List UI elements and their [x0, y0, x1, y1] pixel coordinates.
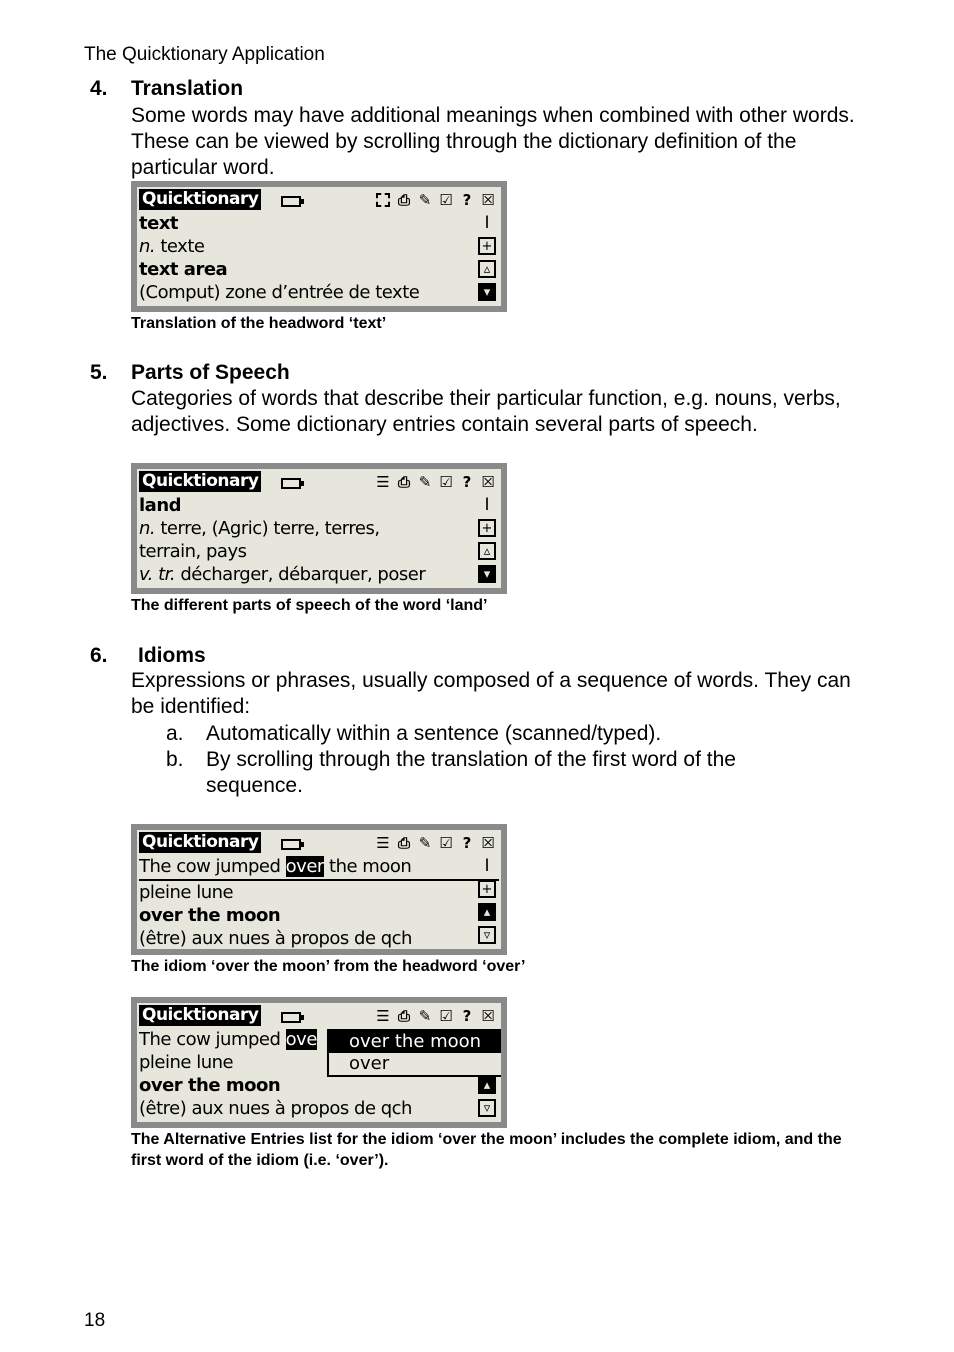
device-screenshot-alternative-entries — [131, 997, 507, 1128]
list-icon: ☰ — [376, 472, 390, 491]
scroll-down-icon: ▿ — [478, 926, 496, 944]
close-icon: ☒ — [481, 472, 495, 491]
figure-caption: The different parts of speech of the word ‘land’ — [131, 597, 488, 614]
definition-line: n. terre, (Agric) terre, terres, — [139, 518, 380, 539]
definition-line: n. texte — [139, 236, 205, 257]
highlighted-word: over — [285, 856, 324, 877]
dictionary-icon: ⎙ — [397, 190, 410, 209]
highlighted-word: ove — [285, 1029, 317, 1050]
section-body: Expressions or phrases, usually composed of a sequence of words. They can be identified: — [131, 669, 851, 718]
help-icon: ? — [462, 1006, 472, 1025]
scanned-sentence: The cow jumped over the moon — [139, 855, 499, 881]
plus-icon: + — [478, 880, 496, 898]
help-icon: ? — [462, 833, 472, 852]
battery-icon — [281, 196, 301, 207]
scroll-up-icon: ▴ — [478, 903, 496, 921]
text-cursor-icon: I — [484, 213, 490, 233]
scroll-down-icon: ▿ — [478, 1099, 496, 1117]
app-title: Quicktionary — [139, 471, 261, 492]
text-cursor-icon: I — [484, 495, 490, 515]
definition-line: (Comput) zone d’entrée de texte — [139, 282, 420, 303]
scroll-up-icon: ▴ — [478, 1076, 496, 1094]
list-icon: ☰ — [376, 833, 390, 852]
check-icon: ☑ — [439, 1006, 453, 1025]
definition-line: (être) aux nues à propos de qch — [139, 928, 412, 949]
help-icon: ? — [462, 190, 472, 209]
alternative-entry-item[interactable]: over — [349, 1053, 390, 1074]
dictionary-icon: ⎙ — [397, 1006, 410, 1025]
definition-line: terrain, pays — [139, 541, 247, 562]
check-icon: ☑ — [439, 833, 453, 852]
pencil-icon: ✎ — [418, 1006, 432, 1025]
device-screenshot-parts-of-speech — [131, 463, 507, 594]
list-icon: ☰ — [376, 1006, 390, 1025]
figure-caption: The Alternative Entries list for the idiom ‘over the moon’ includes the complete idiom, and the first word of the idiom (i.e. ‘over’). — [131, 1131, 842, 1169]
device-screenshot-translation — [131, 181, 507, 312]
definition-line: pleine lune — [139, 1052, 234, 1073]
scroll-down-icon: ▾ — [478, 565, 496, 583]
section-number: 4. — [90, 77, 108, 100]
section-body: Categories of words that describe their particular function, e.g. nouns, verbs, adjectives. Some dictionary entries contain several parts of speech. — [131, 387, 841, 436]
section-title: Translation — [131, 77, 244, 100]
check-icon: ☑ — [439, 472, 453, 491]
section-title: Idioms — [138, 644, 206, 667]
figure-caption: The idiom ‘over the moon’ from the headword ‘over’ — [131, 958, 526, 975]
list-marker: b. — [166, 748, 184, 771]
pencil-icon: ✎ — [418, 472, 432, 491]
scroll-up-icon: ▵ — [478, 260, 496, 278]
page-header: The Quicktionary Application — [84, 44, 325, 65]
dictionary-icon: ⎙ — [397, 833, 410, 852]
check-icon: ☑ — [439, 190, 453, 209]
compound-headword: text area — [139, 259, 228, 280]
definition-line: pleine lune — [139, 882, 234, 903]
section-title: Parts of Speech — [131, 361, 290, 384]
list-marker: a. — [166, 722, 184, 745]
alternative-entry-item[interactable]: over the moon — [329, 1031, 501, 1053]
device-screenshot-idiom — [131, 824, 507, 955]
battery-icon — [281, 1012, 301, 1023]
battery-icon — [281, 478, 301, 489]
section-body: Some words may have additional meanings when combined with other words. These can be viewed by scrolling through the dictionary definition of the particular word. — [131, 104, 855, 179]
section-number: 5. — [90, 361, 108, 384]
page-number: 18 — [84, 1310, 106, 1331]
plus-icon: + — [478, 519, 496, 537]
close-icon: ☒ — [481, 190, 495, 209]
section-number: 6. — [90, 644, 108, 667]
close-icon: ☒ — [481, 1006, 495, 1025]
app-title: Quicktionary — [139, 189, 261, 210]
dictionary-icon: ⎙ — [397, 472, 410, 491]
idiom-headword: over the moon — [139, 905, 281, 926]
definition-line: v. tr. décharger, débarquer, poser — [139, 564, 426, 585]
idiom-headword: over the moon — [139, 1075, 281, 1096]
headword: land — [139, 495, 182, 516]
text-cursor-icon: I — [484, 856, 490, 876]
close-icon: ☒ — [481, 833, 495, 852]
scanned-sentence: The cow jumped ove — [139, 1029, 317, 1050]
pencil-icon: ✎ — [418, 190, 432, 209]
alternative-entries-list[interactable] — [327, 1029, 501, 1077]
scroll-up-icon: ▵ — [478, 542, 496, 560]
list-item-text: By scrolling through the translation of the first word of the sequence. — [206, 748, 736, 797]
app-title: Quicktionary — [139, 1005, 261, 1026]
definition-line: (être) aux nues à propos de qch — [139, 1098, 412, 1119]
scroll-down-icon: ▾ — [478, 283, 496, 301]
help-icon: ? — [462, 472, 472, 491]
battery-icon — [281, 839, 301, 850]
fullscreen-icon — [374, 191, 392, 209]
list-item-text: Automatically within a sentence (scanned/typed). — [206, 722, 662, 745]
figure-caption: Translation of the headword ‘text’ — [131, 315, 387, 332]
app-title: Quicktionary — [139, 832, 261, 853]
plus-icon: + — [478, 237, 496, 255]
pencil-icon: ✎ — [418, 833, 432, 852]
headword: text — [139, 213, 179, 234]
